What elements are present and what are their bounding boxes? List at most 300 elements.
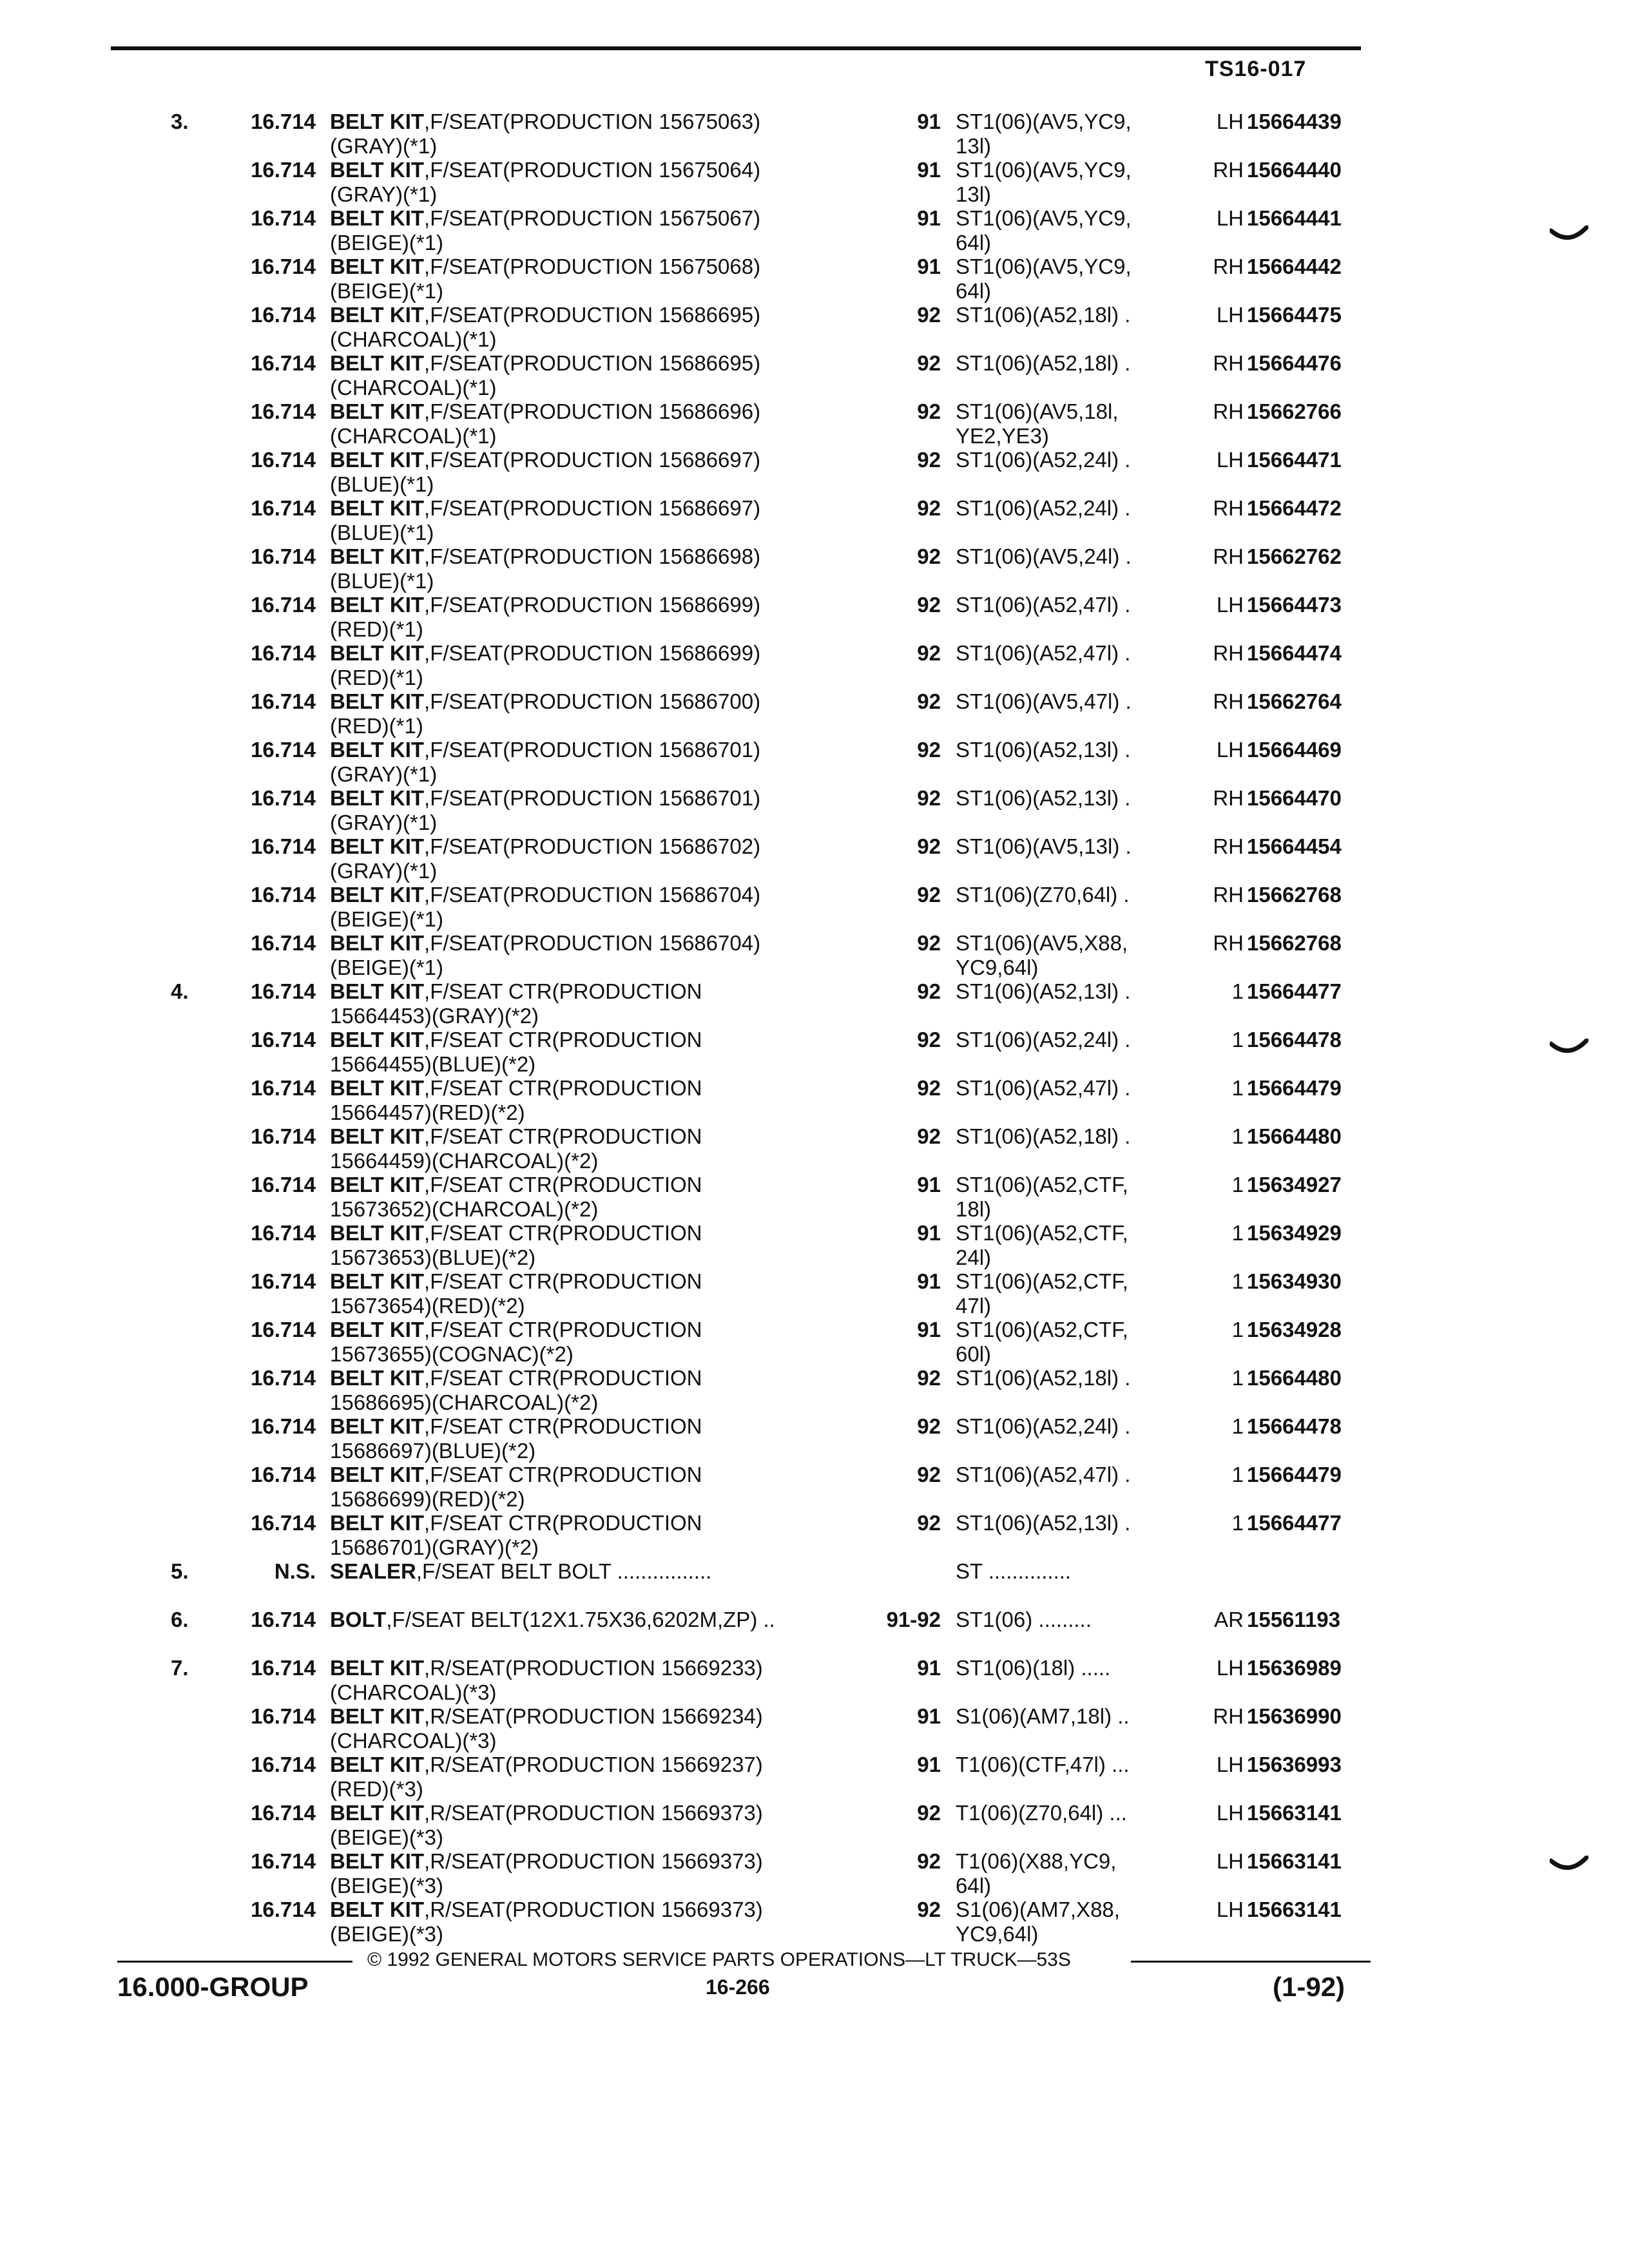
list-item	[0, 448, 1629, 496]
part-name: BELT KIT	[330, 1463, 425, 1486]
description	[330, 641, 865, 690]
part-number: 15664472	[1247, 496, 1342, 520]
description-line-2: 15673653)(BLUE)(*2)	[330, 1245, 536, 1269]
part-name: BELT KIT	[330, 1898, 425, 1921]
group-number: 16.714	[251, 399, 316, 423]
part-name: BELT KIT	[330, 1124, 425, 1148]
usage-line-2: 60l)	[956, 1342, 992, 1366]
description-line-1: ,F/SEAT CTR(PRODUCTION	[424, 1221, 702, 1245]
list-item	[0, 1221, 1629, 1269]
description	[330, 1028, 865, 1077]
model-year: 92	[917, 593, 941, 617]
quantity: RH	[1213, 834, 1244, 858]
quantity: RH	[1213, 786, 1244, 810]
part-number: 15662766	[1247, 399, 1342, 423]
usage-line-1: ST1(06)(A52,13l) .	[956, 786, 1131, 810]
group-number: 16.714	[251, 255, 316, 278]
description-line-1: ,F/SEAT(PRODUCTION 15686695)	[424, 303, 761, 327]
usage	[956, 1414, 1188, 1439]
model-year: 91	[917, 1753, 941, 1776]
usage-line-1: ST1(06)(18l) .....	[956, 1656, 1111, 1680]
model-year: 92	[917, 1801, 941, 1825]
quantity: LH	[1216, 593, 1244, 617]
description	[330, 1124, 865, 1173]
group-number: 16.714	[251, 1366, 316, 1390]
list-item	[0, 399, 1629, 448]
model-year: 92	[917, 448, 941, 472]
part-number: 15636993	[1247, 1753, 1342, 1776]
list-item	[0, 738, 1629, 786]
description-line-1: ,F/SEAT(PRODUCTION 15686695)	[424, 351, 761, 375]
usage	[956, 1849, 1188, 1898]
description	[330, 593, 865, 642]
model-year: 92	[917, 1076, 941, 1100]
description-line-1: ,R/SEAT(PRODUCTION 15669233)	[424, 1656, 763, 1680]
quantity: RH	[1213, 544, 1244, 568]
description-line-2: (BLUE)(*1)	[330, 521, 434, 544]
part-name: BELT KIT	[330, 1753, 425, 1776]
model-year: 92	[917, 979, 941, 1003]
model-year: 91	[917, 1221, 941, 1245]
part-number: 15664478	[1247, 1414, 1342, 1438]
part-number: 15664477	[1247, 979, 1342, 1003]
part-name: SEALER	[330, 1559, 416, 1583]
usage-line-2: YE2,YE3)	[956, 424, 1049, 448]
quantity: 1	[1231, 1221, 1244, 1245]
usage	[956, 303, 1188, 327]
part-name: BELT KIT	[330, 110, 425, 133]
part-number: 15663141	[1247, 1849, 1342, 1873]
usage-line-1: ST1(06)(A52,13l) .	[956, 738, 1131, 762]
usage-line-2: 18l)	[956, 1197, 992, 1221]
usage	[956, 1028, 1188, 1052]
quantity: 1	[1231, 1366, 1244, 1390]
group-number: 16.714	[251, 448, 316, 472]
usage-line-1: ST1(06)(A52,18l) .	[956, 303, 1131, 327]
part-number: 15664478	[1247, 1028, 1342, 1052]
usage-line-1: ST1(06)(AV5,X88,	[956, 931, 1128, 955]
list-item	[0, 496, 1629, 544]
list-item	[0, 1753, 1629, 1801]
description-line-2: (CHARCOAL)(*3)	[330, 1680, 497, 1704]
description-line-1: ,F/SEAT(PRODUCTION 15686697)	[424, 496, 761, 520]
group-number: 16.714	[251, 1076, 316, 1100]
description	[330, 883, 865, 932]
usage	[956, 1269, 1188, 1318]
description-line-1: ,F/SEAT CTR(PRODUCTION	[424, 1124, 702, 1148]
part-name: BELT KIT	[330, 158, 425, 182]
description-line-1: ,F/SEAT(PRODUCTION 15686698)	[424, 544, 761, 568]
usage	[956, 1801, 1188, 1825]
usage	[956, 931, 1188, 980]
part-number: 15636989	[1247, 1656, 1342, 1680]
usage	[956, 255, 1188, 303]
usage	[956, 351, 1188, 376]
quantity: LH	[1216, 303, 1244, 327]
usage-line-1: ST1(06)(A52,24l) .	[956, 496, 1131, 520]
part-number: 15663141	[1247, 1898, 1342, 1921]
description-line-1: ,F/SEAT(PRODUCTION 15686699)	[424, 641, 761, 665]
usage-line-2: 64l)	[956, 1874, 992, 1898]
description-line-2: (RED)(*1)	[330, 617, 423, 641]
part-name: BELT KIT	[330, 689, 425, 713]
quantity: RH	[1213, 931, 1244, 955]
description-line-1: ,F/SEAT CTR(PRODUCTION	[424, 1318, 702, 1341]
quantity: LH	[1216, 1753, 1244, 1776]
part-number: 15664479	[1247, 1076, 1342, 1100]
usage-line-1: ST1(06)(A52,13l) .	[956, 979, 1131, 1003]
description	[330, 110, 865, 159]
description-line-1: ,F/SEAT CTR(PRODUCTION	[424, 1511, 702, 1535]
usage-line-2: 24l)	[956, 1245, 992, 1269]
list-item	[0, 1366, 1629, 1414]
footer-rule-left	[117, 1961, 352, 1963]
description-line-2: (GRAY)(*1)	[330, 811, 438, 834]
description-line-1: ,F/SEAT CTR(PRODUCTION	[424, 979, 702, 1003]
list-item	[0, 593, 1629, 641]
usage	[956, 448, 1188, 472]
model-year: 92	[917, 1898, 941, 1921]
description-line-1: ,F/SEAT(PRODUCTION 15686704)	[424, 931, 761, 955]
part-name: BELT KIT	[330, 1221, 425, 1245]
model-year: 91	[917, 1173, 941, 1196]
usage-line-1: ST ..............	[956, 1559, 1072, 1583]
group-number: 16.714	[251, 883, 316, 907]
part-number: 15662764	[1247, 689, 1342, 713]
model-year: 92	[917, 1511, 941, 1535]
usage	[956, 738, 1188, 762]
list-item	[0, 1704, 1629, 1753]
copyright-text: © 1992 GENERAL MOTORS SERVICE PARTS OPERATIONS—LT TRUCK—53S	[367, 1949, 1071, 1970]
description-line-2: (BEIGE)(*1)	[330, 279, 444, 303]
part-number: 15664442	[1247, 255, 1342, 278]
description	[330, 448, 865, 497]
description-line-2: (CHARCOAL)(*3)	[330, 1729, 497, 1753]
usage	[956, 834, 1188, 859]
quantity: RH	[1213, 1704, 1244, 1728]
list-item	[0, 1608, 1629, 1656]
group-number: 16.714	[251, 1753, 316, 1776]
model-year: 92	[917, 544, 941, 568]
description	[330, 303, 865, 352]
part-name: BELT KIT	[330, 979, 425, 1003]
usage	[956, 1559, 1188, 1584]
part-name: BELT KIT	[330, 303, 425, 327]
description-line-1: ,F/SEAT CTR(PRODUCTION	[424, 1414, 702, 1438]
description-line-2: (RED)(*3)	[330, 1777, 423, 1801]
usage	[956, 883, 1188, 907]
list-item	[0, 883, 1629, 931]
part-number: 15662768	[1247, 883, 1342, 907]
list-item	[0, 206, 1629, 255]
group-number: 16.714	[251, 158, 316, 182]
part-number: 15664473	[1247, 593, 1342, 617]
usage	[956, 1124, 1188, 1149]
description-line-1: ,R/SEAT(PRODUCTION 15669373)	[424, 1801, 763, 1825]
usage	[956, 1221, 1188, 1270]
description-line-1: ,F/SEAT(PRODUCTION 15675064)	[424, 158, 761, 182]
part-number: 15634929	[1247, 1221, 1342, 1245]
page-number: 16-266	[706, 1975, 770, 1999]
group-number: 16.714	[251, 1173, 316, 1196]
usage	[956, 1511, 1188, 1535]
part-name: BELT KIT	[330, 1366, 425, 1390]
usage	[956, 1608, 1188, 1632]
description-line-2: (GRAY)(*1)	[330, 134, 438, 158]
model-year: 92	[917, 1028, 941, 1052]
description-line-2: 15673655)(COGNAC)(*2)	[330, 1342, 574, 1366]
description	[330, 1318, 865, 1367]
quantity: LH	[1216, 738, 1244, 762]
quantity: LH	[1216, 1849, 1244, 1873]
description-line-1: ,F/SEAT CTR(PRODUCTION	[424, 1269, 702, 1293]
usage-line-1: ST1(06)(AV5,YC9,	[956, 255, 1132, 278]
list-item	[0, 1463, 1629, 1511]
description-line-1: ,F/SEAT(PRODUCTION 15686697)	[424, 448, 761, 472]
description-line-2: (BEIGE)(*3)	[330, 1874, 444, 1898]
model-year: 91	[917, 1704, 941, 1728]
usage-line-2: YC9,64l)	[956, 956, 1039, 979]
description-line-1: ,F/SEAT CTR(PRODUCTION	[424, 1463, 702, 1486]
usage	[956, 1463, 1188, 1487]
part-name: BELT KIT	[330, 255, 425, 278]
model-year: 92	[917, 1366, 941, 1390]
usage-line-1: ST1(06) .........	[956, 1608, 1092, 1631]
usage	[956, 206, 1188, 255]
quantity: 1	[1231, 1076, 1244, 1100]
model-year: 92	[917, 1124, 941, 1148]
part-number: 15634927	[1247, 1173, 1342, 1196]
group-number: 16.714	[251, 206, 316, 230]
description	[330, 689, 865, 738]
part-name: BELT KIT	[330, 399, 425, 423]
list-item	[0, 1801, 1629, 1849]
group-number: 16.714	[251, 1124, 316, 1148]
usage-line-1: ST1(06)(A52,24l) .	[956, 1414, 1131, 1438]
part-name: BELT KIT	[330, 1076, 425, 1100]
model-year: 92	[917, 303, 941, 327]
description	[330, 1849, 865, 1898]
description	[330, 1366, 865, 1415]
group-number: 16.714	[251, 834, 316, 858]
part-number: 15664480	[1247, 1366, 1342, 1390]
description	[330, 1656, 865, 1705]
list-item	[0, 1414, 1629, 1463]
part-name: BELT KIT	[330, 593, 425, 617]
description-line-2: (CHARCOAL)(*1)	[330, 424, 497, 448]
part-name: BELT KIT	[330, 738, 425, 762]
group-number: 16.714	[251, 1463, 316, 1486]
usage-line-1: ST1(06)(A52,24l) .	[956, 448, 1131, 472]
list-item	[0, 641, 1629, 689]
footer-rule-right	[1131, 1961, 1371, 1963]
usage-line-1: ST1(06)(AV5,13l) .	[956, 834, 1132, 858]
description-line-1: ,R/SEAT(PRODUCTION 15669373)	[424, 1849, 763, 1873]
description-line-2: (BEIGE)(*1)	[330, 956, 444, 979]
group-number: 16.714	[251, 1898, 316, 1921]
part-name: BELT KIT	[330, 1269, 425, 1293]
description-line-2: (GRAY)(*1)	[330, 762, 438, 786]
group-number: 16.714	[251, 544, 316, 568]
description-line-2: 15664457)(RED)(*2)	[330, 1100, 525, 1124]
quantity: 1	[1231, 1173, 1244, 1196]
description	[330, 496, 865, 545]
usage-line-1: ST1(06)(A52,18l) .	[956, 351, 1131, 375]
list-item	[0, 931, 1629, 979]
usage-line-1: ST1(06)(AV5,YC9,	[956, 158, 1132, 182]
quantity: 1	[1231, 1269, 1244, 1293]
model-year: 92	[917, 1414, 941, 1438]
part-name: BELT KIT	[330, 448, 425, 472]
model-year: 91	[917, 1269, 941, 1293]
usage	[956, 399, 1188, 448]
description	[330, 1704, 865, 1753]
list-item	[0, 834, 1629, 883]
description	[330, 544, 865, 593]
usage	[956, 110, 1188, 159]
part-name: BELT KIT	[330, 641, 425, 665]
description-line-1: ,R/SEAT(PRODUCTION 15669373)	[424, 1898, 763, 1921]
group-number: 16.714	[251, 351, 316, 375]
usage	[956, 1173, 1188, 1222]
group-number: N.S.	[274, 1559, 316, 1583]
parts-list	[0, 110, 1629, 1946]
usage	[956, 689, 1188, 714]
quantity: 1	[1231, 1511, 1244, 1535]
usage	[956, 544, 1188, 569]
group-number: 16.714	[251, 1704, 316, 1728]
model-year: 92	[917, 351, 941, 375]
usage-line-1: ST1(06)(AV5,18l,	[956, 399, 1119, 423]
top-rule	[111, 46, 1361, 50]
usage-line-1: ST1(06)(A52,CTF,	[956, 1221, 1128, 1245]
quantity: RH	[1213, 351, 1244, 375]
usage-line-2: 64l)	[956, 231, 992, 255]
quantity: RH	[1213, 883, 1244, 907]
model-year: 92	[917, 883, 941, 907]
usage-line-1: S1(06)(AM7,18l) ..	[956, 1704, 1130, 1728]
model-year: 91	[917, 110, 941, 133]
list-item	[0, 1076, 1629, 1124]
usage	[956, 1656, 1188, 1680]
group-number: 16.714	[251, 1801, 316, 1825]
model-year: 91	[917, 255, 941, 278]
model-year: 92	[917, 689, 941, 713]
part-number: 15664474	[1247, 641, 1342, 665]
list-item	[0, 255, 1629, 303]
description-line-1: ,F/SEAT CTR(PRODUCTION	[424, 1028, 702, 1052]
part-name: BELT KIT	[330, 1704, 425, 1728]
description-line-2: (BLUE)(*1)	[330, 472, 434, 496]
quantity: RH	[1213, 255, 1244, 278]
usage-line-1: ST1(06)(A52,18l) .	[956, 1124, 1131, 1148]
description-line-2: 15686697)(BLUE)(*2)	[330, 1439, 536, 1463]
part-name: BELT KIT	[330, 834, 425, 858]
usage-line-1: ST1(06)(A52,47l) .	[956, 1076, 1131, 1100]
list-item	[0, 351, 1629, 399]
description-line-2: (GRAY)(*1)	[330, 182, 438, 206]
description-line-2: 15664459)(CHARCOAL)(*2)	[330, 1149, 599, 1173]
description	[330, 834, 865, 883]
list-item	[0, 1849, 1629, 1898]
list-item	[0, 158, 1629, 206]
part-number: 15663141	[1247, 1801, 1342, 1825]
description-line-2: 15664453)(GRAY)(*2)	[330, 1004, 539, 1028]
part-number: 15664480	[1247, 1124, 1342, 1148]
quantity: LH	[1216, 206, 1244, 230]
description-line-2: 15673654)(RED)(*2)	[330, 1294, 525, 1318]
part-name: BELT KIT	[330, 883, 425, 907]
usage	[956, 979, 1188, 1004]
description-line-2: 15686695)(CHARCOAL)(*2)	[330, 1390, 599, 1414]
part-number: 15634928	[1247, 1318, 1342, 1341]
group-number: 16.714	[251, 1608, 316, 1631]
description	[330, 931, 865, 980]
usage-line-1: ST1(06)(A52,24l) .	[956, 1028, 1131, 1052]
list-item	[0, 1559, 1629, 1608]
list-item	[0, 1173, 1629, 1221]
description-line-2: (CHARCOAL)(*1)	[330, 376, 497, 399]
description	[330, 255, 865, 303]
model-year: 91	[917, 1656, 941, 1680]
quantity: 1	[1231, 1124, 1244, 1148]
usage	[956, 1318, 1188, 1367]
usage	[956, 158, 1188, 207]
part-name: BELT KIT	[330, 931, 425, 955]
usage	[956, 593, 1188, 617]
model-year: 91	[917, 1318, 941, 1341]
part-number: 15662762	[1247, 544, 1342, 568]
quantity: RH	[1213, 689, 1244, 713]
usage-line-1: ST1(06)(AV5,YC9,	[956, 206, 1132, 230]
part-name: BELT KIT	[330, 1511, 425, 1535]
description-line-1: ,F/SEAT(PRODUCTION 15675067)	[424, 206, 761, 230]
item-number: 5.	[171, 1559, 189, 1583]
group-label: 16.000-GROUP	[117, 1972, 309, 2002]
part-number: 15664476	[1247, 351, 1342, 375]
description-line-1: ,F/SEAT(PRODUCTION 15675068)	[424, 255, 761, 278]
model-year: 92	[917, 1463, 941, 1486]
description-line-2: (BEIGE)(*1)	[330, 907, 444, 931]
part-number: 15662768	[1247, 931, 1342, 955]
group-number: 16.714	[251, 593, 316, 617]
group-number: 16.714	[251, 1269, 316, 1293]
usage-line-2: 13l)	[956, 182, 992, 206]
description-line-2: (BEIGE)(*3)	[330, 1922, 444, 1946]
usage	[956, 786, 1188, 811]
usage-line-1: ST1(06)(A52,13l) .	[956, 1511, 1131, 1535]
model-year: 91	[917, 158, 941, 182]
list-item	[0, 979, 1629, 1028]
tab-mark	[1550, 1039, 1588, 1058]
description	[330, 979, 865, 1028]
description-line-1: ,F/SEAT(PRODUCTION 15686704)	[424, 883, 761, 907]
description-line-1: ,F/SEAT CTR(PRODUCTION	[424, 1366, 702, 1390]
group-number: 16.714	[251, 641, 316, 665]
part-name: BELT KIT	[330, 1656, 425, 1680]
description-line-1: ,R/SEAT(PRODUCTION 15669234)	[424, 1704, 763, 1728]
usage-line-1: T1(06)(Z70,64l) ...	[956, 1801, 1127, 1825]
description	[330, 1801, 865, 1850]
part-name: BELT KIT	[330, 1318, 425, 1341]
description-line-2: (BEIGE)(*3)	[330, 1825, 444, 1849]
part-name: BELT KIT	[330, 1414, 425, 1438]
group-number: 16.714	[251, 1414, 316, 1438]
part-name: BELT KIT	[330, 544, 425, 568]
usage-line-1: ST1(06)(AV5,24l) .	[956, 544, 1132, 568]
description-line-1: ,F/SEAT CTR(PRODUCTION	[424, 1173, 702, 1196]
description-line-1: ,F/SEAT(PRODUCTION 15686702)	[424, 834, 761, 858]
